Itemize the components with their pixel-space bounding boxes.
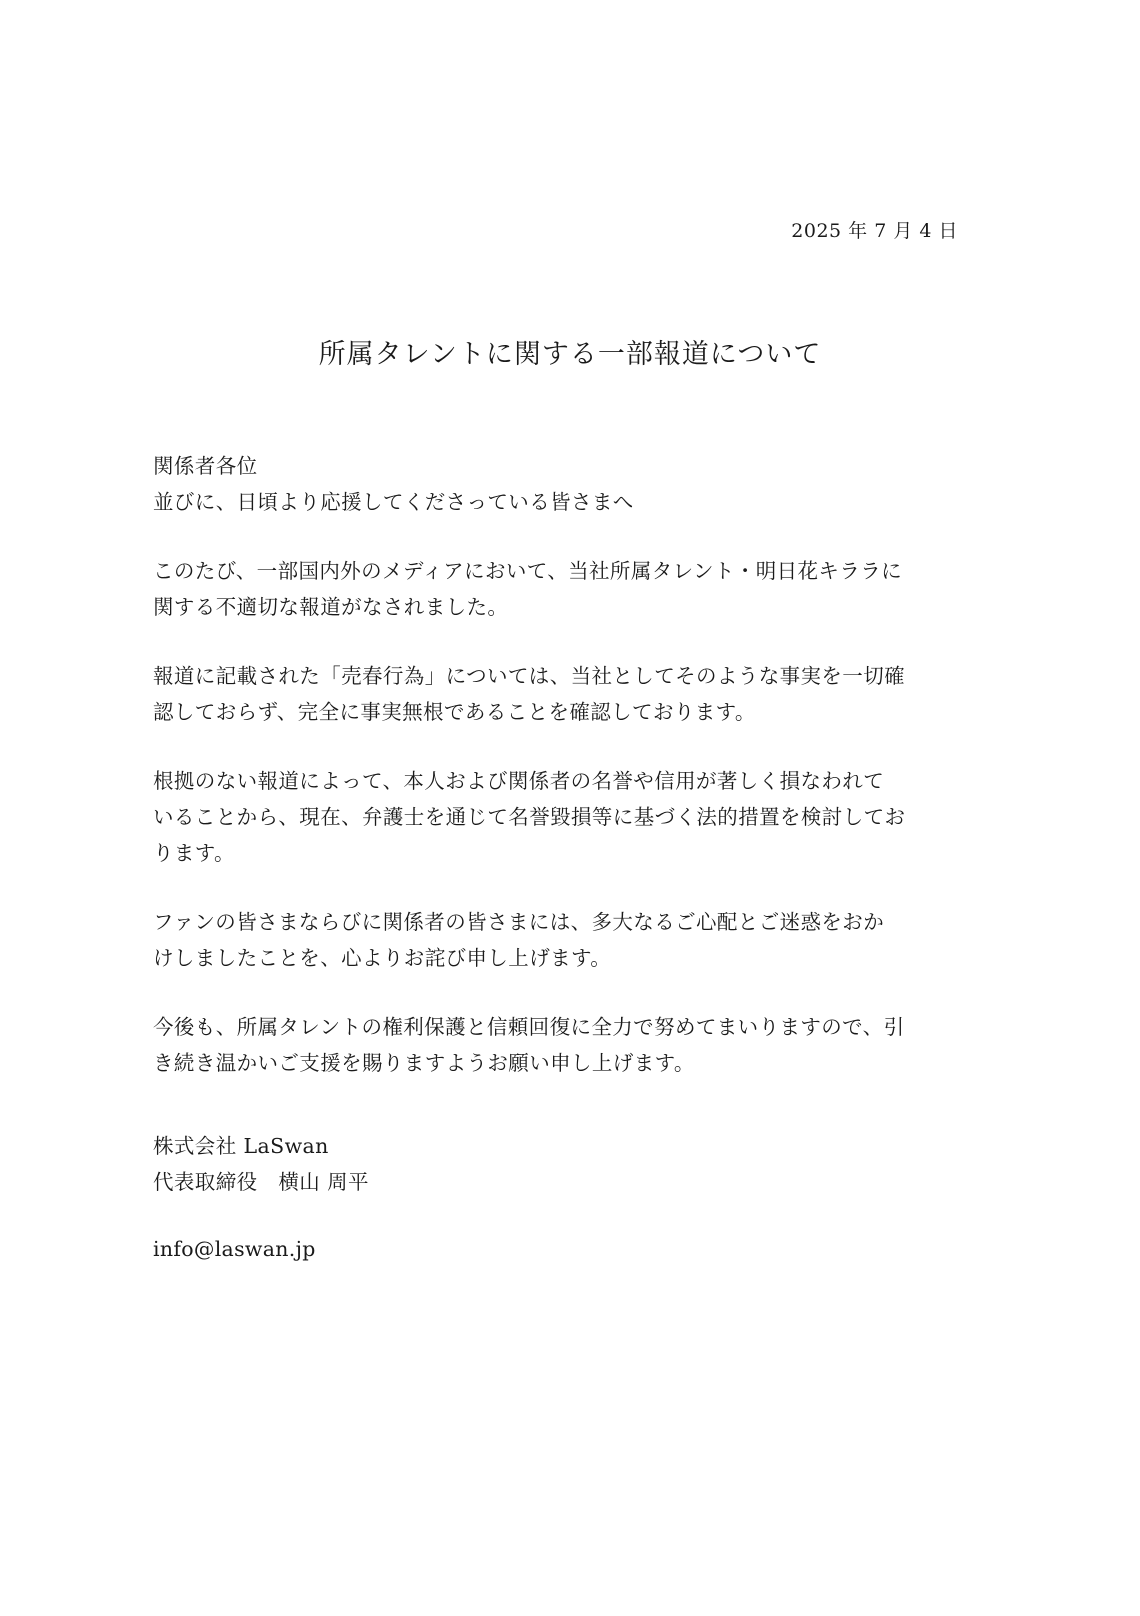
paragraph-closing [153,1009,981,1081]
document-date: 2025 年 7 月 4 日 [791,220,958,242]
paragraph-line: このたび、一部国内外のメディアにおいて、当社所属タレント・明日花キララに [153,559,903,583]
paragraph-line: 関する不適切な報道がなされました。 [153,595,509,619]
paragraph-line: 今後も、所属タレントの権利保護と信頼回復に全力で努めてまいりますので、引 [153,1015,905,1039]
paragraph-line: ります。 [153,841,235,865]
paragraph-line: 根拠のない報道によって、本人および関係者の名誉や信用が著しく損なわれて [153,769,885,793]
salutation-line: 並びに、日頃より応援してくださっている皆さまへ [153,490,634,514]
paragraph-line: けしましたことを、心よりお詫び申し上げます。 [153,946,612,970]
paragraph-line: き続き温かいご支援を賜りますようお願い申し上げます。 [153,1051,695,1075]
paragraph-apology [153,904,981,976]
company-name: 株式会社 LaSwan [153,1134,329,1158]
paragraph-line: ファンの皆さまならびに関係者の皆さまには、多大なるご心配とご迷惑をおか [153,910,885,934]
salutation-line: 関係者各位 [153,454,258,478]
paragraph-media-report [153,553,981,625]
paragraph-line: いることから、現在、弁護士を通じて名誉毀損等に基づく法的措置を検討してお [153,805,906,829]
paragraph-line: 認しておらず、完全に事実無根であることを確認しております。 [153,700,756,724]
paragraph-legal-action [153,763,981,871]
document-title: 所属タレントに関する一部報道について [318,339,822,370]
salutation [153,448,981,520]
representative-name: 代表取締役 横山 周平 [153,1170,369,1194]
signature-block [153,1128,369,1200]
contact-email: info@laswan.jp [153,1237,316,1261]
document-body [153,448,981,1081]
paragraph-denial [153,658,981,730]
paragraph-line: 報道に記載された「売春行為」については、当社としてそのような事実を一切確 [153,664,905,688]
